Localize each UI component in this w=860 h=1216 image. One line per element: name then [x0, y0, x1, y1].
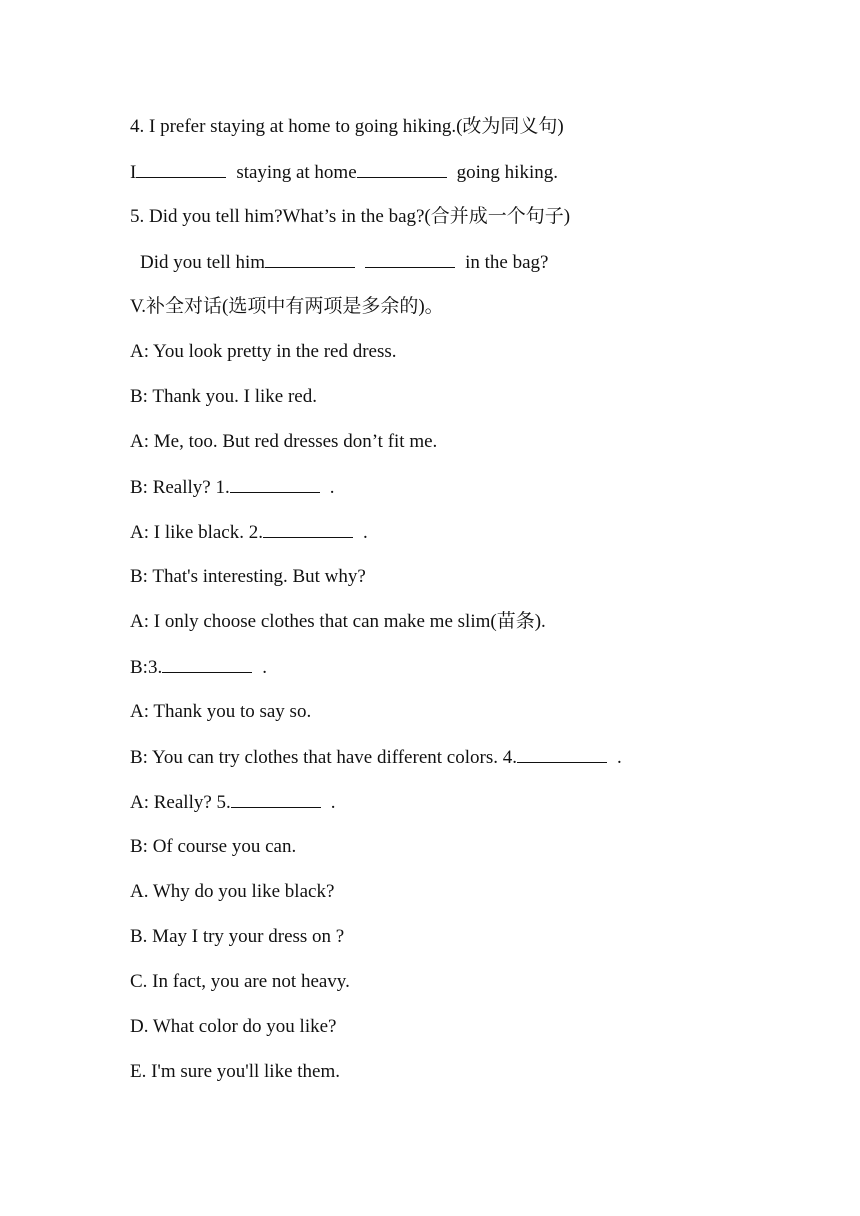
- dialogue-line-blank-2: A: I like black. 2. .: [130, 522, 368, 543]
- option-e: E. I'm sure you'll like them.: [130, 1061, 341, 1082]
- option-c: C. In fact, you are not heavy.: [130, 971, 350, 992]
- dialogue-line-blank-3: B:3. .: [130, 657, 267, 678]
- section-v-heading: V.补全对话(选项中有两项是多余的)。: [130, 296, 444, 317]
- dialogue-line: B: That's interesting. But why?: [130, 566, 366, 587]
- option-d: D. What color do you like?: [130, 1016, 337, 1037]
- dialogue-line-blank-1: B: Really? 1. .: [130, 477, 335, 498]
- answer-blank-q4-1[interactable]: [136, 160, 226, 178]
- dialogue-line: B: Thank you. I like red.: [130, 386, 317, 407]
- answer-blank-dialogue-2[interactable]: [263, 520, 353, 538]
- dialogue-line: A: Me, too. But red dresses don’t fit me.: [130, 431, 438, 452]
- answer-blank-q4-2[interactable]: [357, 160, 447, 178]
- dialogue-line: B: Of course you can.: [130, 836, 297, 857]
- answer-blank-q5-1[interactable]: [265, 250, 355, 268]
- option-a: A. Why do you like black?: [130, 881, 335, 902]
- answer-blank-dialogue-4[interactable]: [517, 745, 607, 763]
- dialogue-line-blank-4: B: You can try clothes that have different colors. 4. .: [130, 747, 622, 768]
- option-b: B. May I try your dress on ?: [130, 926, 345, 947]
- question-4-answer-line: I staying at home going hiking.: [130, 162, 558, 183]
- answer-blank-dialogue-5[interactable]: [231, 790, 321, 808]
- question-5-answer-line: Did you tell him in the bag?: [140, 252, 549, 273]
- answer-blank-dialogue-3[interactable]: [162, 655, 252, 673]
- answer-blank-q5-2[interactable]: [365, 250, 455, 268]
- answer-blank-dialogue-1[interactable]: [230, 475, 320, 493]
- question-4-prompt: 4. I prefer staying at home to going hiking.(改为同义句): [130, 116, 564, 137]
- dialogue-line: A: Thank you to say so.: [130, 701, 312, 722]
- question-5-prompt: 5. Did you tell him?What’s in the bag?(合并成一个句子): [130, 206, 571, 227]
- dialogue-line-blank-5: A: Really? 5. .: [130, 792, 336, 813]
- dialogue-line: A: You look pretty in the red dress.: [130, 341, 397, 362]
- dialogue-line: A: I only choose clothes that can make me slim(苗条).: [130, 611, 546, 632]
